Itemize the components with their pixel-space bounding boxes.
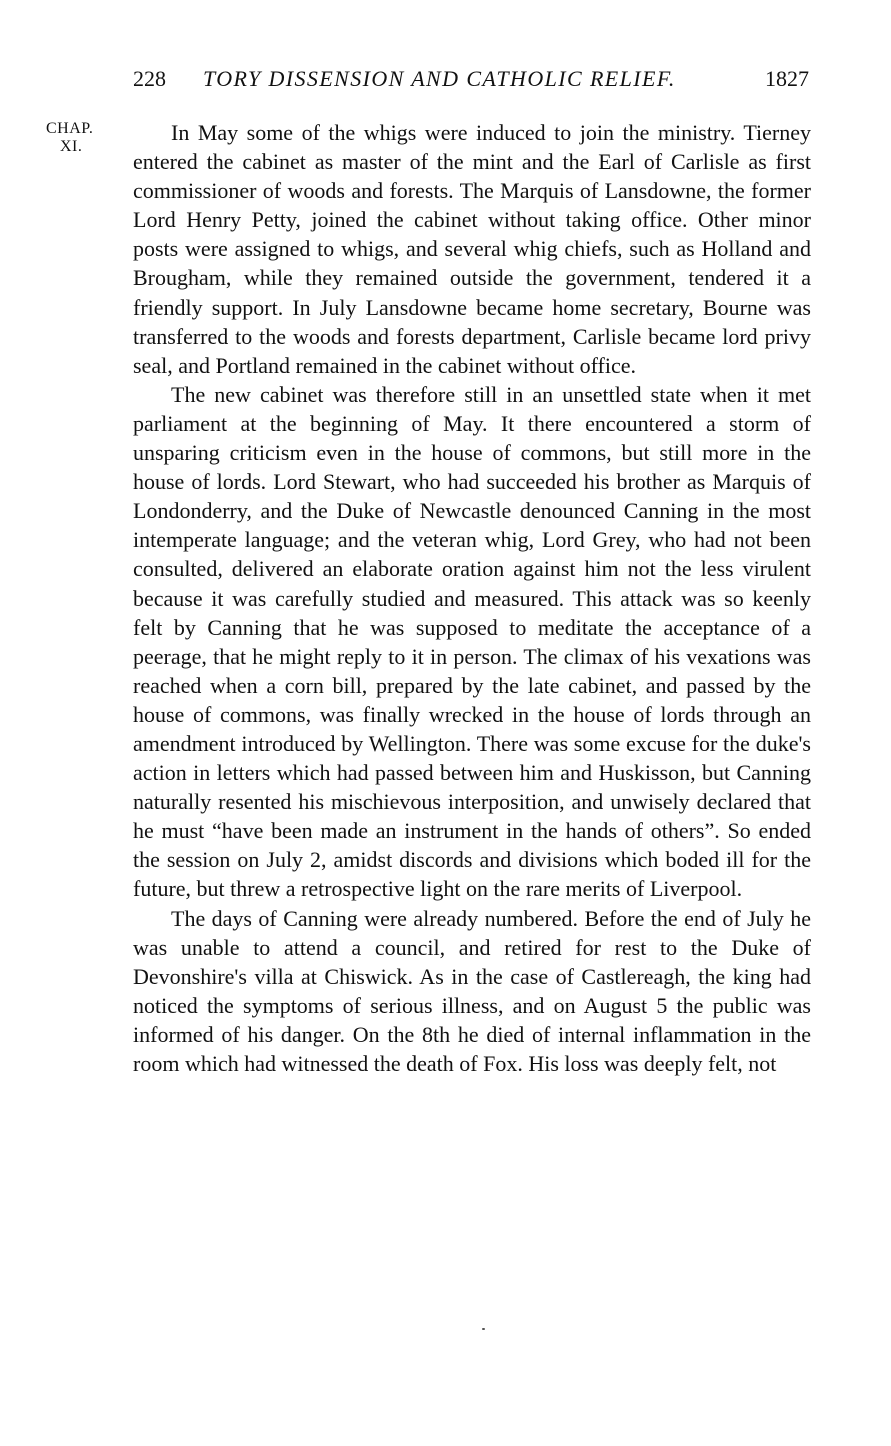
chapter-label: CHAP. bbox=[46, 120, 94, 137]
paragraph-unsettled-cabinet: The new cabinet was therefore still in an unsettled state when it met parliament at the beginning of May. It there encountered a storm of unsparing criticism even in the house of commons, but still more in the house of lords. Lord Stewart, who had succeeded his brother as Marquis of Londonderry, and the Duke of Newcastle denounced Canning in the most intemperate language; and the veteran whig, Lord Grey, who had not been consulted, delivered an elaborate oration against him not the less virulent because it was carefully studied and measured. This attack was so keenly felt by Canning that he was supposed to meditate the acceptance of a peerage, that he might reply to it in person. The climax of his vexations was reached when a corn bill, prepared by the late cabinet, and passed by the house of commons, was finally wrecked in the house of lords through an amendment introduced by Wellington. There was some excuse for the duke's action in letters which had passed between him and Huskisson, but Canning naturally resented his mischievous interposition, and unwisely declared that he must “have been made an instrument in the hands of others”. So ended the session on July 2, amidst discords and divisions which boded ill for the future, but threw a retrospective light on the rare merits of Liverpool. bbox=[133, 381, 811, 902]
chapter-margin-note bbox=[46, 120, 116, 156]
paragraph-whigs-join-ministry: In May some of the whigs were induced to join the ministry. Tierney entered the cabinet as master of the mint and the Earl of Carlisle as first commissioner of woods and forests. The Marquis of Lansdowne, the former Lord Henry Petty, joined the cabinet without taking office. Other minor posts were assigned to whigs, and several whig chiefs, such as Holland and Brougham, while they remained outside the government, tendered it a friendly support. In July Lansdowne became home secretary, Bourne was transferred to the woods and forests department, Carlisle became lord privy seal, and Portland remained in the cabinet without office. bbox=[133, 120, 811, 378]
paragraph-death-of-canning: The days of Canning were already numbered. Before the end of July he was unable to attend a council, and retired for rest to the Duke of Devonshire's villa at Chiswick. As in the case of Castlereagh, the king had noticed the symptoms of serious illness, and on August 5 the public was informed of his danger. On the 8th he died of internal inflammation in the room which had witnessed the death of Fox. His loss was deeply felt, not bbox=[133, 905, 811, 1076]
running-head bbox=[133, 64, 809, 94]
page-speck bbox=[482, 1328, 485, 1330]
running-year: 1827 bbox=[765, 66, 809, 91]
page-number: 228 bbox=[133, 66, 166, 91]
running-title: TORY DISSENSION AND CATHOLIC RELIEF. bbox=[203, 66, 676, 91]
body-text bbox=[133, 118, 811, 1078]
chapter-number: XI. bbox=[60, 138, 83, 155]
